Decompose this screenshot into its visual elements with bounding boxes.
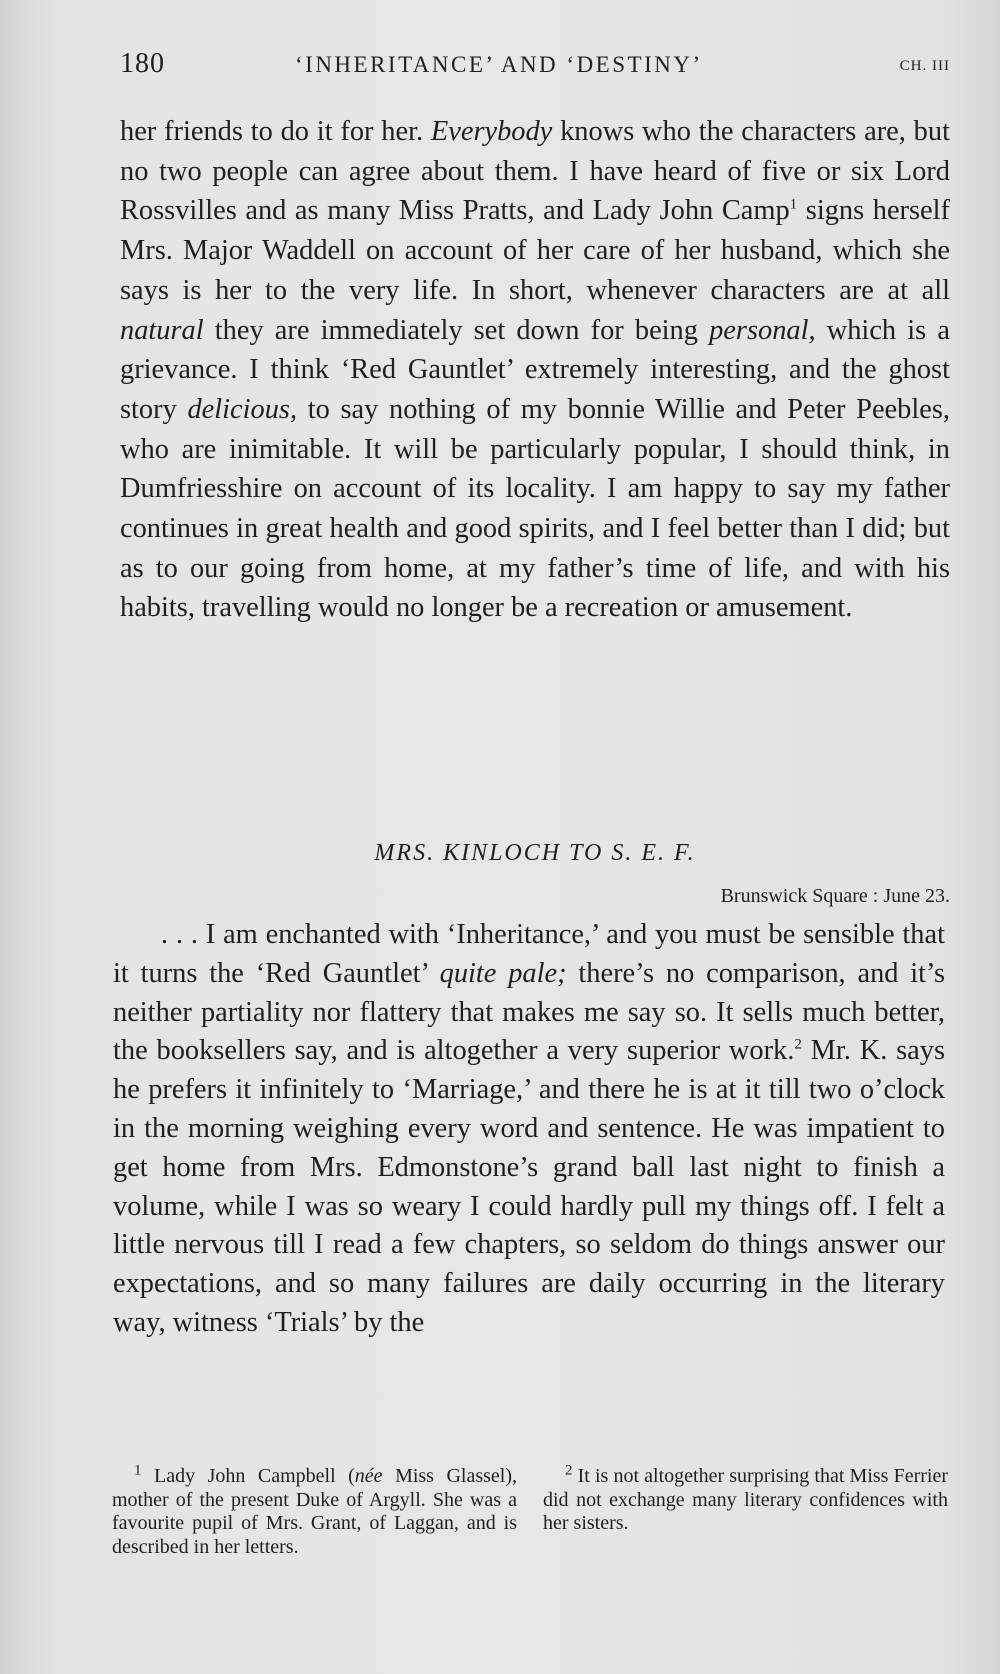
running-title: ‘INHERITANCE’ AND ‘DESTINY’ bbox=[295, 52, 703, 77]
footnote-2 bbox=[543, 1462, 948, 1536]
text-run: It is not altogether surprising that Miss Ferrier did not exchange many literary confidences with her sisters. bbox=[543, 1465, 948, 1534]
page-number: 180 bbox=[120, 48, 165, 79]
letter-paragraph bbox=[113, 916, 945, 1343]
text-run: which is a grievance. I think ‘Red Gauntlet’ extremely interesting, and the ghost story bbox=[120, 314, 950, 425]
footnote-marker: 2 bbox=[794, 1036, 802, 1053]
text-run: to say nothing of my bonnie Willie and Peter Peebles, who are inimitable. It will be particularly popular, I should think, in Dumfriesshire on account of its locality. I am happy to say my father continues in great health and good spirits, and I feel better than I did; but as to our going from home, at my father’s time of life, and with his habits, travelling would no longer be a recreation or amusement. bbox=[120, 393, 950, 624]
chapter-label: CH. III bbox=[899, 58, 950, 74]
letter-text bbox=[113, 916, 945, 1343]
page-header bbox=[120, 48, 950, 88]
footnote-marker: 2 bbox=[565, 1462, 573, 1479]
footnotes bbox=[112, 1462, 948, 1559]
footnote-column-right bbox=[543, 1462, 948, 1559]
italic-text: quite pale; bbox=[439, 957, 567, 989]
italic-text: natural bbox=[120, 314, 204, 346]
text-run: knows who the characters are, but no two people can agree about them. I have heard of five or six Lord Rossvilles and as many Miss Pratts, and Lady John Camp bbox=[120, 116, 950, 227]
text-run: Miss Glassel), mother of the present Duke of Argyll. She was a favourite pupil of Mrs. Grant, of Laggan, and is described in her letters. bbox=[112, 1465, 518, 1558]
text-run: there’s no comparison, and it’s neither partiality nor flattery that makes me say so. It sells much better, the booksellers say, and is altogether a very superior work. bbox=[113, 957, 945, 1067]
text-run: Mr. K. says he prefers it infinitely to ‘Marriage,’ and there he is at it till two o’clock in the morning weighing every word and sentence. He was impatient to get home from Mrs. Edmonstone’s grand ball last night to finish a volume, while I was so weary I could hardly pull my things off. I felt a little nervous till I read a few chapters, so seldom do things answer our expectations, and so many failures are daily occurring in the literary way, witness ‘Trials’ by the bbox=[113, 1035, 945, 1338]
body-text bbox=[120, 112, 950, 628]
text-run: they are immediately set down for being bbox=[214, 314, 698, 346]
footnote-column-left bbox=[112, 1462, 518, 1559]
italic-text: Everybody bbox=[430, 116, 553, 147]
text-run: her friends to do it for her. bbox=[120, 116, 424, 147]
italic-text: née bbox=[354, 1465, 383, 1487]
text-run: . . . I am enchanted with ‘Inheritance,’ and you must be sensible that it turns the ‘Red Gauntlet’ bbox=[113, 919, 945, 989]
text-run: signs herself Mrs. Major Waddell on account of her care of her husband, which she says is her to the very life. In short, whenever characters are at all bbox=[120, 195, 950, 306]
paragraph bbox=[120, 112, 950, 628]
italic-text: delicious, bbox=[187, 393, 298, 425]
footnote-marker: 1 bbox=[134, 1462, 142, 1479]
footnote-1 bbox=[112, 1462, 518, 1559]
letter-dateline: Brunswick Square : June 23. bbox=[720, 885, 950, 907]
italic-text: personal, bbox=[709, 314, 816, 346]
text-run: Lady John Campbell ( bbox=[154, 1465, 355, 1487]
footnote-marker: 1 bbox=[789, 196, 798, 213]
letter-heading: MRS. KINLOCH TO S. E. F. bbox=[374, 840, 696, 866]
